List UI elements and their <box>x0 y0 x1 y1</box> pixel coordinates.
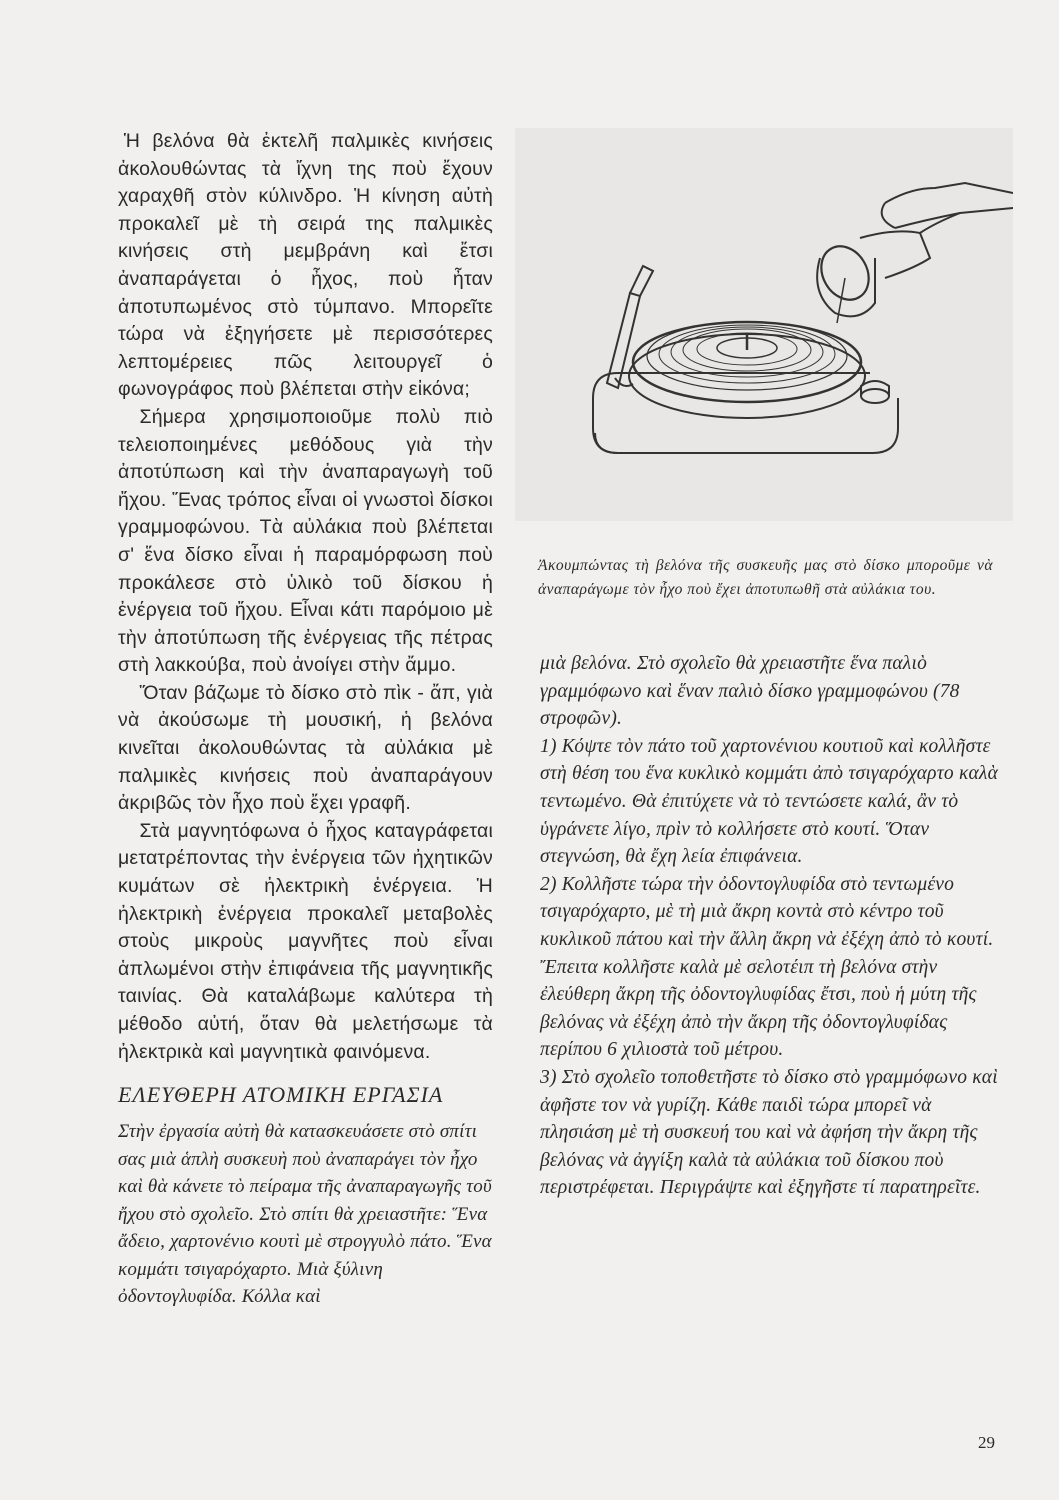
paragraph-records: Σήμερα χρησιμοποιοῦμε πολὺ πιὸ τελειοποιημένες μεθόδους γιὰ τὴν ἀποτύπωση καὶ τὴν ἀναπαραγωγὴ τοῦ ἤχου. Ἕνας τρόπος εἶναι οἱ γνωστοὶ δίσκοι γραμμοφώνου. Τὰ αὐλάκια ποὺ βλέπεται σ' ἕνα δίσκο εἶναι ἡ παραμόρφωση ποὺ προκάλεσε στὸ ὑλικὸ τοῦ δίσκου ἡ ἐνέργεια τοῦ ἤχου. Εἶναι κάτι παρόμοιο μὲ τὴν ἀποτύπωση τῆς ἐνέργειας τῆς πέτρας στὴ λακκούβα, ποὺ ἀνοίγει στὴν ἄμμο. <box>118 405 493 677</box>
paragraph-materials: μιὰ βελόνα. Στὸ σχολεῖο θὰ χρειαστῆτε ἕνα παλιὸ γραμμόφωνο καὶ ἕναν παλιὸ δίσκο γραμμοφώνου (78 στροφῶν). <box>540 653 960 730</box>
step-1: 1) Κόψτε τὸν πάτο τοῦ χαρτονένιου κουτιοῦ καὶ κολλῆστε στὴ θέση του ἕνα κυκλικὸ κομμάτι ἀπὸ τσιγαρόχαρτο καλὰ τεντωμένο. Θὰ ἐπιτύχετε νὰ τὸ τεντώσετε καλά, ἂν τὸ ὑγράνετε λίγο, πρὶν τὸ κολλήσετε στὸ κουτί. Ὅταν στεγνώση, θὰ ἔχη λεία ἐπιφάνεια. <box>540 735 999 868</box>
step-3: 3) Στὸ σχολεῖο τοποθετῆστε τὸ δίσκο στὸ γραμμόφωνο καὶ ἀφῆστε τον νὰ γυρίζη. Κάθε παιδὶ τώρα μπορεῖ νὰ πλησιάση μὲ τὴ συσκευή του καὶ νὰ ἀφήση τὴν ἄκρη τῆς βελόνας νὰ ἀγγίξη καλὰ τὰ αὐλάκια τοῦ δίσκου ποὺ περιστρέφεται. Περιγράψτε καὶ ἐξηγῆστε τί παρατηρεῖτε. <box>540 1066 998 1199</box>
paragraph-tape-recorders: Στὰ μαγνητόφωνα ὁ ἦχος καταγράφεται μετατρέποντας τὴν ἐνέργεια τῶν ἠχητικῶν κυμάτων σὲ ἠλεκτρικὴ ἐνέργεια. Ἡ ἠλεκτρικὴ ἐνέργεια προκαλεῖ μεταβολὲς στοὺς μικροὺς μαγνῆτες ποὺ εἶναι ἁπλωμένοι στὴν ἐπιφάνεια τῆς μαγνητικῆς ταινίας. Θὰ καταλάβωμε καλύτερα τὴ μέθοδο αὐτή, ὅταν θὰ μελετήσωμε τὰ ἠλεκτρικὰ καὶ μαγνητικὰ φαινόμενα. <box>118 819 493 1063</box>
paragraph-needle: Ἡ βελόνα θὰ ἐκτελῆ παλμικὲς κινήσεις ἀκολουθώντας τὰ ἴχνη της ποὺ ἔχουν χαραχθῆ στὸν κύλινδρο. Ἡ κίνηση αὐτὴ προκαλεῖ μὲ τὴ σειρά της παλμικὲς κινήσεις στὴ μεμβράνη καὶ ἔτσι ἀναπαράγεται ὁ ἦχος, ποὺ ἦταν ἀποτυπωμένος στὸ τύμπανο. Μπορεῖτε τώρα νὰ ἐξηγήσετε μὲ περισσότερες λεπτομέρειες πῶς λειτουργεῖ ὁ φωνογράφος ποὺ βλέπεται στὴν εἰκόνα; <box>118 130 493 401</box>
section-heading: ΕΛΕΥΘΕΡΗ ΑΤΟΜΙΚΗ ΕΡΓΑΣΙΑ <box>118 1082 444 1108</box>
turntable-illustration <box>515 128 1013 521</box>
paragraph-pickup: Ὅταν βάζωμε τὸ δίσκο στὸ πὶκ - ἄπ, γιὰ νὰ ἀκούσωμε τὴ μουσική, ἡ βελόνα κινεῖται ἀκολουθώντας τὰ αὐλάκια μὲ παλμικὲς κινήσεις ποὺ ἀναπαράγουν ἀκριβῶς τὸν ἦχο ποὺ ἔχει γραφῆ. <box>118 681 493 815</box>
left-column <box>118 128 493 1311</box>
page-number: 29 <box>978 1433 995 1452</box>
turntable-drawing <box>515 128 1013 521</box>
step-2: 2) Κολλῆστε τώρα τὴν ὀδοντογλυφίδα στὸ τεντωμένο τσιγαρόχαρτο, μὲ τὴ μιὰ ἄκρη κοντὰ στὸ κέντρο τοῦ κυκλικοῦ πάτου καὶ τὴν ἄλλη ἄκρη νὰ ἐξέχη ἀπὸ τὸ κουτί. Ἔπειτα κολλῆστε καλὰ μὲ σελοτέιπ τὴ βελόνα στὴν ἐλεύθερη ἄκρη τῆς ὀδοντογλυφίδας ἔτσι, ποὺ ἡ μύτη τῆς βελόνας νὰ ἐξέχη ἀπὸ τὴν ἄκρη τῆς ὀδοντογλυφίδας περίπου 6 χιλιοστὰ τοῦ μέτρου. <box>540 873 994 1061</box>
figure-caption: Ἀκουμπώντας τὴ βελόνα τῆς συσκευῆς μας στὸ δίσκο μποροῦμε νὰ ἀναπαράγωμε τὸν ἦχο ποὺ ἔχει ἀποτυπωθῆ στὰ αὐλάκια του. <box>538 556 993 598</box>
right-column <box>540 650 1000 1202</box>
paragraph-project-intro: Στὴν ἐργασία αὐτὴ θὰ κατασκευάσετε στὸ σπίτι σας μιὰ ἁπλὴ συσκευὴ ποὺ ἀναπαράγει τὸν ἦχο καὶ θὰ κάνετε τὸ πείραμα τῆς ἀναπαραγωγῆς τοῦ ἤχου στὸ σχολεῖο. Στὸ σπίτι θὰ χρειαστῆτε: Ἕνα ἄδειο, χαρτονένιο κουτὶ μὲ στρογγυλὸ πάτο. Ἕνα κομμάτι τσιγαρόχαρτο. Μιὰ ξύλινη ὀδοντογλυφίδα. Κόλλα καὶ <box>118 1121 492 1308</box>
